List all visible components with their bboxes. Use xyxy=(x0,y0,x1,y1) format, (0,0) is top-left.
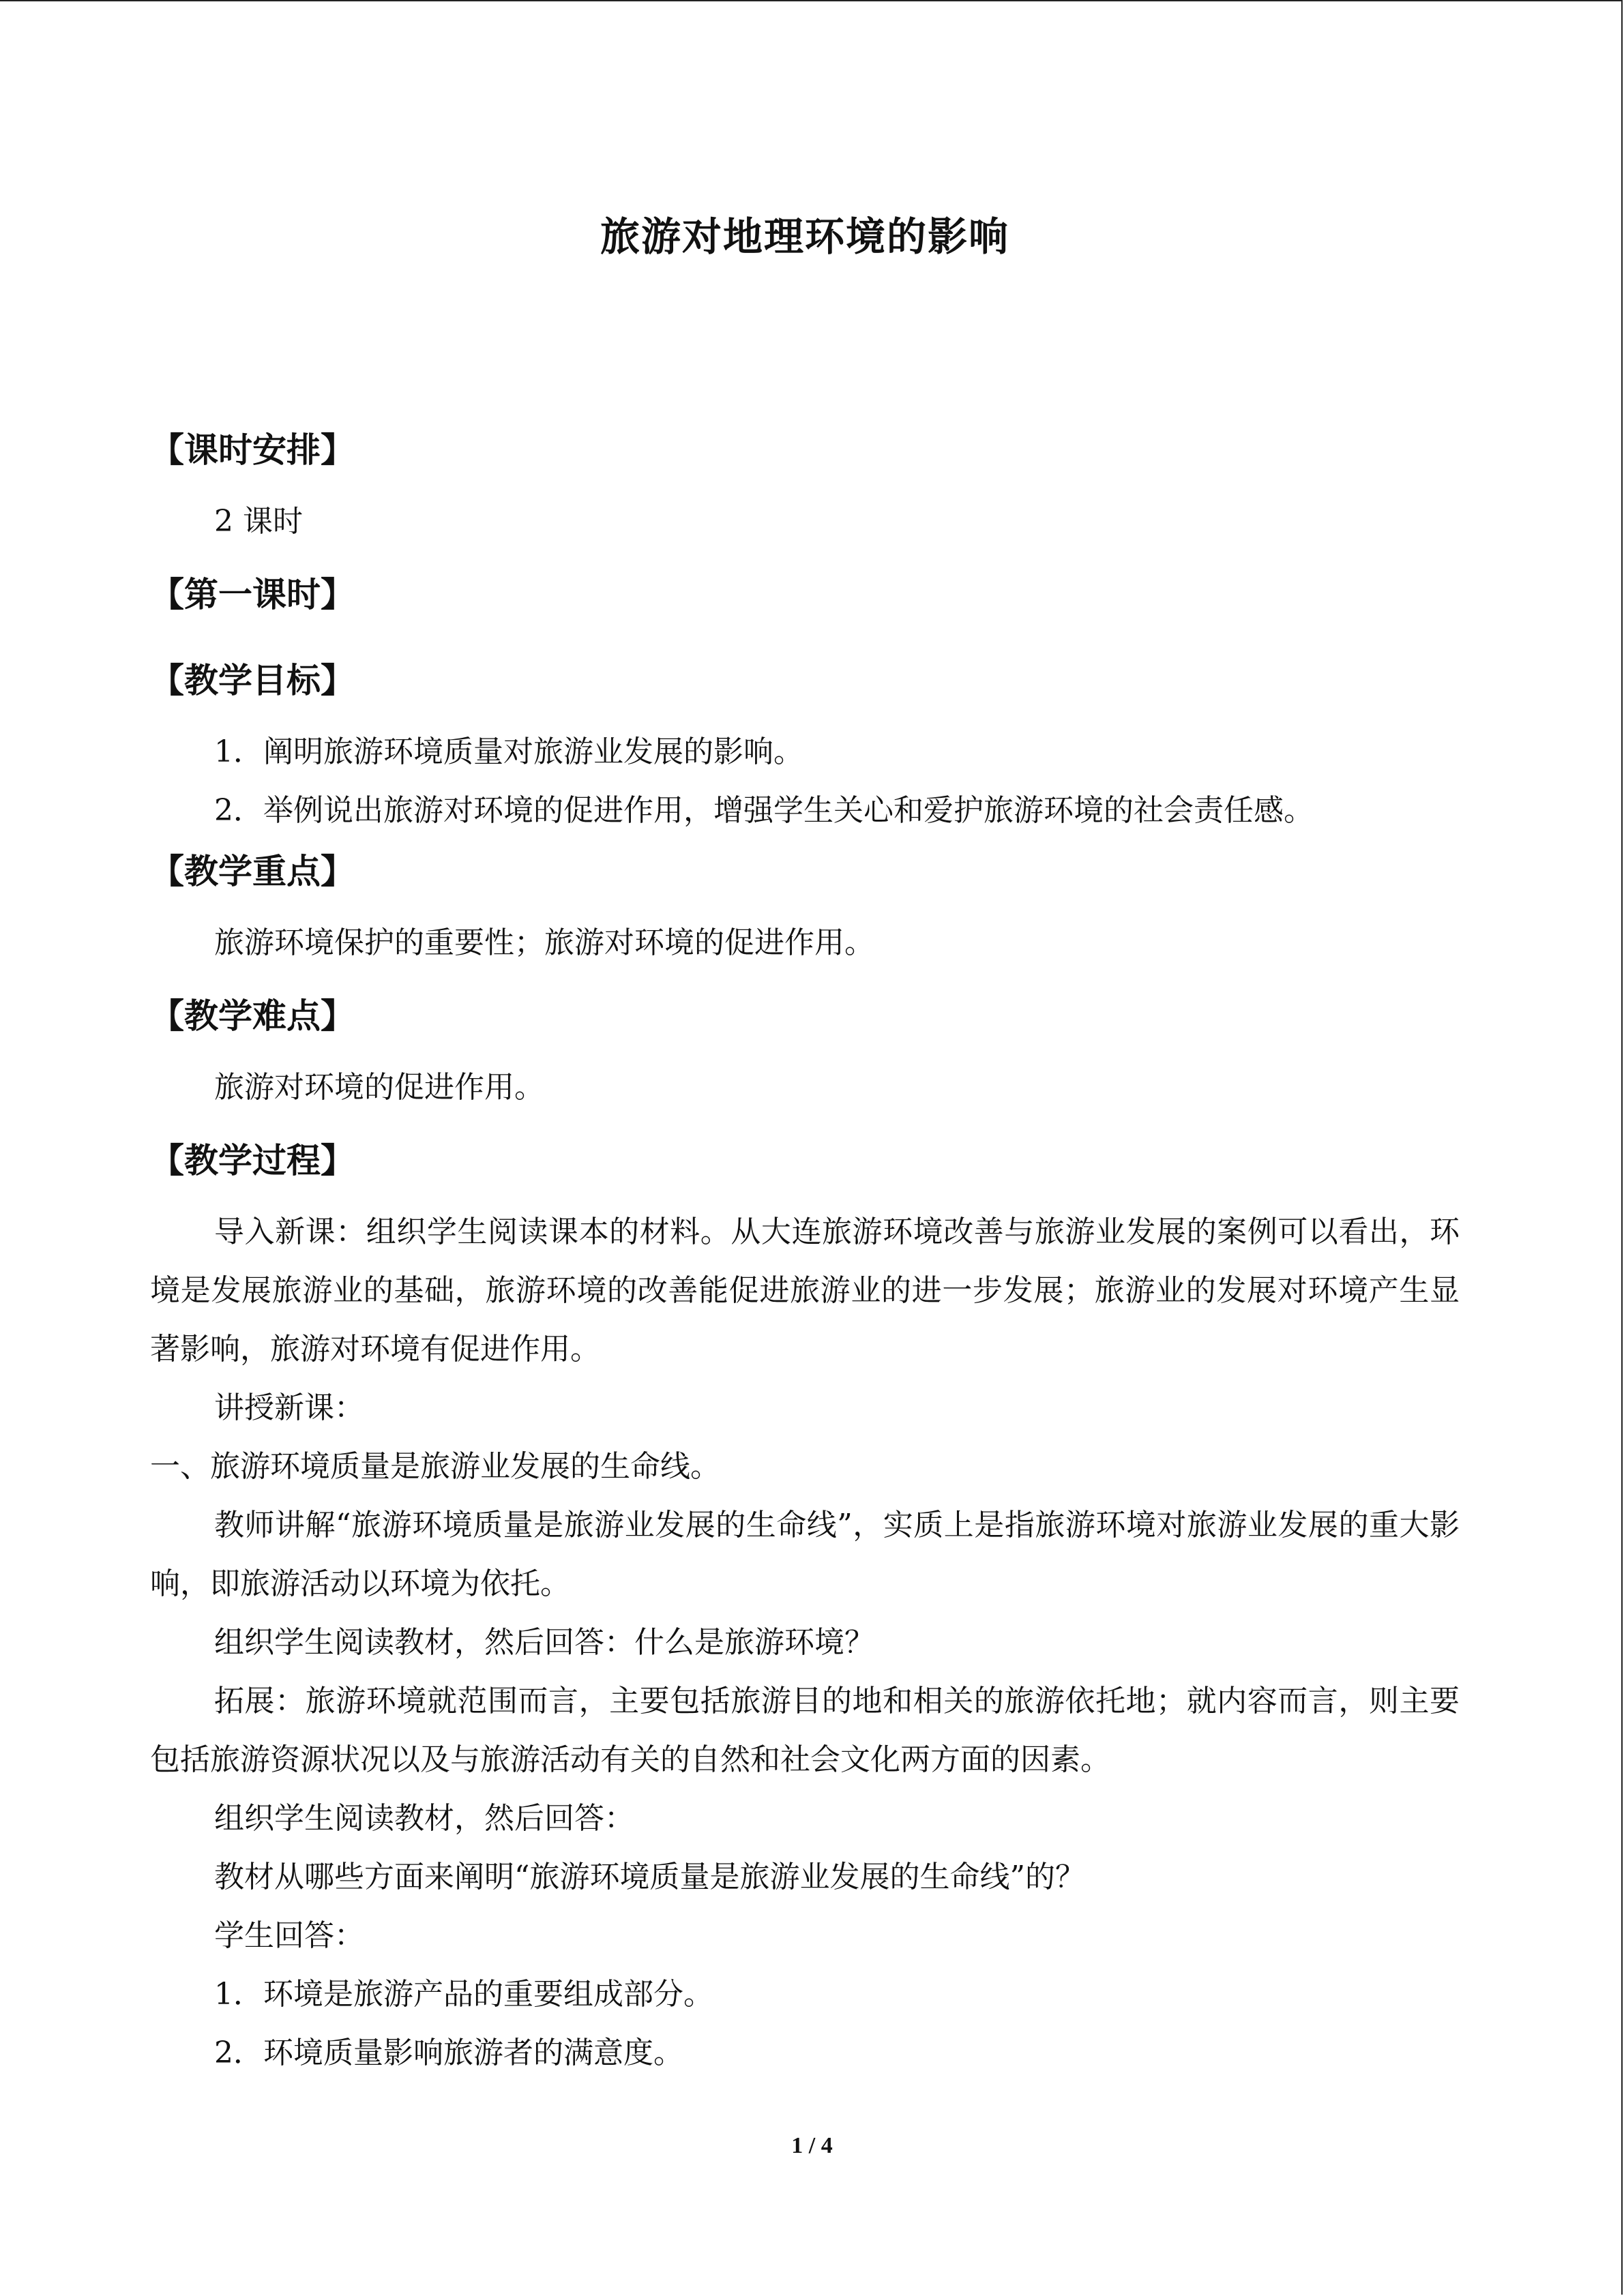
goal-item: 1．阐明旅游环境质量对旅游业发展的影响。 xyxy=(214,734,803,769)
answer-item: 2．环境质量影响旅游者的满意度。 xyxy=(214,2036,683,2070)
point-one: 一、旅游环境质量是旅游业发展的生命线。 xyxy=(150,1449,720,1484)
difficulties-heading: 【教学难点】 xyxy=(150,996,355,1036)
process-intro: 导入新课：组织学生阅读课本的材料。从大连旅游环境改善与旅游业发展的案例可以看出，环境是发展旅游业的基础，旅游环境的改善能促进旅游业的进一步发展；旅游业的发展对环境产生显著影响，旅游对环境有促进作用。 xyxy=(150,1214,1460,1367)
schedule-heading: 【课时安排】 xyxy=(150,430,355,470)
schedule-text: 2 课时 xyxy=(214,504,303,539)
difficulties-text: 旅游对环境的促进作用。 xyxy=(214,1070,544,1105)
page-number: 1 / 4 xyxy=(791,2133,833,2158)
new-lesson-label: 讲授新课： xyxy=(214,1390,364,1425)
first-lesson-heading: 【第一课时】 xyxy=(150,574,355,614)
key-points-heading: 【教学重点】 xyxy=(150,851,355,891)
key-points-text: 旅游环境保护的重要性；旅游对环境的促进作用。 xyxy=(214,925,874,960)
process-heading: 【教学过程】 xyxy=(150,1140,355,1180)
extend-text: 拓展：旅游环境就范围而言，主要包括旅游目的地和相关的旅游依托地；就内容而言，则主要包括旅游资源状况以及与旅游活动有关的自然和社会文化两方面的因素。 xyxy=(150,1684,1460,1777)
student-answer-label: 学生回答： xyxy=(214,1918,364,1953)
question-two-detail: 教材从哪些方面来阐明“旅游环境质量是旅游业发展的生命线”的？ xyxy=(214,1860,1085,1894)
answer-item: 1．环境是旅游产品的重要组成部分。 xyxy=(214,1977,713,2012)
question-one: 组织学生阅读教材，然后回答：什么是旅游环境？ xyxy=(214,1625,874,1660)
goals-heading: 【教学目标】 xyxy=(150,660,355,700)
teacher-explain: 教师讲解“旅游环境质量是旅游业发展的生命线”，实质上是指旅游环境对旅游业发展的重大影响，即旅游活动以环境为依托。 xyxy=(150,1508,1460,1601)
document-title: 旅游对地理环境的影响 xyxy=(600,213,1009,260)
document-body xyxy=(150,205,1460,2083)
question-two: 组织学生阅读教材，然后回答： xyxy=(214,1801,634,1836)
goal-item: 2．举例说出旅游对环境的促进作用，增强学生关心和爱护旅游环境的社会责任感。 xyxy=(214,793,1314,828)
